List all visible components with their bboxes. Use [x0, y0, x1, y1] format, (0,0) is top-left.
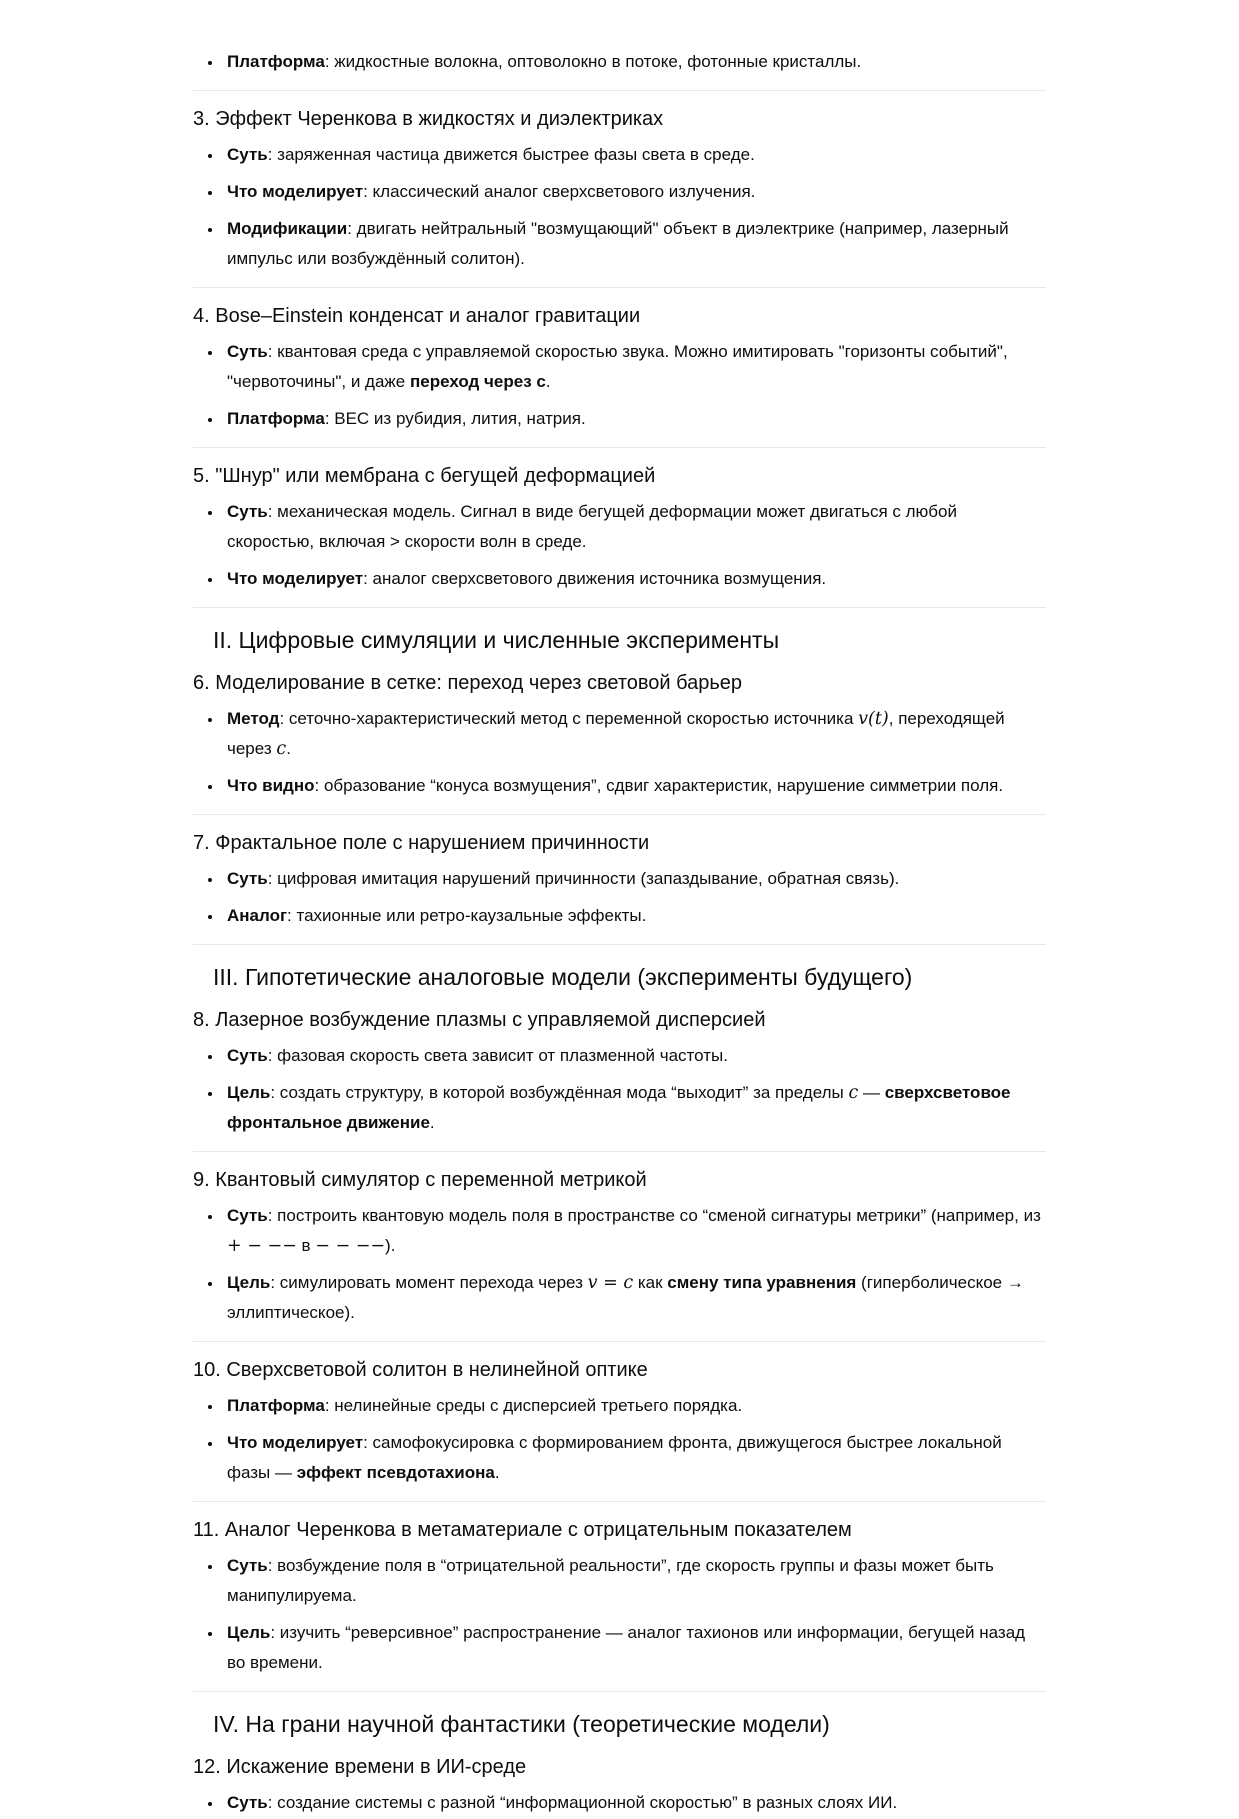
section-heading: III. Гипотетические аналоговые модели (эксперименты будущего) — [213, 964, 913, 990]
text: как — [633, 1273, 668, 1292]
text-bold: Метод — [227, 709, 280, 728]
text: . — [429, 1113, 435, 1132]
text: : двигать нейтральный "возмущающий" объект в диэлектрике (например, лазерный импульс или возбуждённый солитон). — [227, 219, 1009, 268]
text: : квантовая среда с управляемой скоростью звука. Можно имитировать "горизонты событий", "червоточины", и даже — [227, 342, 1008, 391]
bullet-list — [193, 864, 1046, 931]
text-bold: Суть — [227, 145, 268, 164]
section-divider — [193, 447, 1046, 448]
text-bold: Цель — [227, 1083, 271, 1102]
subsection-heading: 8. Лазерное возбуждение плазмы с управляемой дисперсией — [193, 1009, 766, 1031]
subsection-heading: 6. Моделирование в сетке: переход через световой барьер — [193, 672, 743, 694]
text-bold: Суть — [227, 869, 268, 888]
list-item — [223, 47, 1046, 77]
list-item — [223, 1041, 1046, 1071]
text: : цифровая имитация нарушений причинности (запаздывание, обратная связь). — [267, 869, 900, 888]
text: : построить квантовую модель поля в пространстве со “сменой сигнатуры метрики” (например, из — [267, 1206, 1041, 1225]
math-inline: − − −− — [315, 1236, 386, 1256]
text-bold: Платформа — [227, 409, 325, 428]
text-bold: Что видно — [227, 776, 315, 795]
section-divider — [193, 1151, 1046, 1152]
list-item — [223, 404, 1046, 434]
text: : тахионные или ретро-каузальные эффекты. — [287, 906, 647, 925]
text-bold: Модификации — [227, 219, 348, 238]
text: : нелинейные среды с дисперсией третьего порядка. — [324, 1396, 743, 1415]
text-bold: Суть — [227, 1556, 268, 1575]
section-divider — [193, 287, 1046, 288]
subsection-heading: 4. Bose–Einstein конденсат и аналог гравитации — [193, 305, 641, 327]
section-divider — [193, 1341, 1046, 1342]
math-inline: c — [848, 1083, 859, 1103]
text: . — [545, 372, 551, 391]
text: : аналог сверхсветового движения источника возмущения. — [363, 569, 827, 588]
list-item — [223, 1268, 1046, 1328]
text: , переходящей через — [227, 709, 1005, 758]
list-item — [223, 214, 1046, 274]
list-item — [223, 1788, 1046, 1818]
section-heading: II. Цифровые симуляции и численные эксперименты — [213, 627, 780, 653]
list-item — [223, 564, 1046, 594]
bullet-list — [193, 1551, 1046, 1678]
bullet-list — [193, 1788, 1046, 1818]
section-divider — [193, 1501, 1046, 1502]
text-bold: Аналог — [227, 906, 288, 925]
text: . — [494, 1463, 500, 1482]
section-divider — [193, 944, 1046, 945]
section-divider — [193, 814, 1046, 815]
text-bold: Что моделирует — [227, 1433, 364, 1452]
list-item — [223, 1551, 1046, 1611]
text: в — [296, 1236, 316, 1255]
list-item — [223, 771, 1046, 801]
text-bold: смену типа уравнения — [667, 1273, 857, 1292]
text-bold: Суть — [227, 1046, 268, 1065]
text: : BEC из рубидия, лития, натрия. — [324, 409, 586, 428]
bullet-list — [193, 47, 1046, 77]
subsection-heading: 3. Эффект Черенкова в жидкостях и диэлектриках — [193, 108, 664, 130]
text-bold: Суть — [227, 1206, 268, 1225]
text-bold: переход через с — [409, 372, 546, 391]
text-bold: Цель — [227, 1273, 271, 1292]
list-item — [223, 901, 1046, 931]
text-bold: Суть — [227, 502, 268, 521]
subsection-heading: 5. "Шнур" или мембрана с бегущей деформацией — [193, 465, 656, 487]
text-bold: Что моделирует — [227, 569, 364, 588]
section-divider — [193, 90, 1046, 91]
math-inline: v(t) — [858, 709, 889, 729]
text-bold: Платформа — [227, 52, 325, 71]
text-bold: Цель — [227, 1623, 271, 1642]
text: (гиперболическое → эллиптическое). — [227, 1273, 1024, 1322]
text: : создать структуру, в которой возбуждённая мода “выходит” за пределы — [270, 1083, 849, 1102]
text: : механическая модель. Сигнал в виде бегущей деформации может двигаться с любой скоростью, включая > скорости волн в среде. — [227, 502, 957, 551]
list-item — [223, 1428, 1046, 1488]
text: : сеточно-характеристический метод с переменной скоростью источника — [279, 709, 859, 728]
text: : создание системы с разной “информационной скоростью” в разных слоях ИИ. — [267, 1793, 898, 1812]
list-item — [223, 704, 1046, 764]
text: : самофокусировка с формированием фронта, движущегося быстрее локальной фазы — — [227, 1433, 1002, 1482]
bullet-list — [193, 704, 1046, 801]
text: : образование “конуса возмущения”, сдвиг характеристик, нарушение симметрии поля. — [314, 776, 1004, 795]
list-item — [223, 177, 1046, 207]
subsection-heading: 10. Сверхсветовой солитон в нелинейной оптике — [193, 1359, 648, 1381]
math-inline: c — [276, 739, 287, 759]
text-bold: Что моделирует — [227, 182, 364, 201]
text: ). — [385, 1236, 396, 1255]
bullet-list — [193, 1041, 1046, 1138]
subsection-heading: 12. Искажение времени в ИИ-среде — [193, 1756, 527, 1778]
text: : классический аналог сверхсветового излучения. — [363, 182, 756, 201]
section-divider — [193, 607, 1046, 608]
bullet-list — [193, 140, 1046, 274]
list-item — [223, 140, 1046, 170]
text: : фазовая скорость света зависит от плазменной частоты. — [267, 1046, 728, 1065]
text-bold: Суть — [227, 1793, 268, 1812]
list-item — [223, 1618, 1046, 1678]
math-inline: + − −− — [227, 1236, 297, 1256]
list-item — [223, 497, 1046, 557]
subsection-heading: 9. Квантовый симулятор с переменной метрикой — [193, 1169, 647, 1191]
text-bold: Суть — [227, 342, 268, 361]
text: : симулировать момент перехода через — [270, 1273, 588, 1292]
subsection-heading: 7. Фрактальное поле с нарушением причинности — [193, 832, 650, 854]
bullet-list — [193, 1201, 1046, 1328]
text: . — [286, 739, 291, 758]
list-item — [223, 337, 1046, 397]
text: — — [858, 1083, 885, 1102]
text-bold: Платформа — [227, 1396, 325, 1415]
text-bold: эффект псевдотахиона — [296, 1463, 495, 1482]
text: : изучить “реверсивное” распространение — аналог тахионов или информации, бегущей назад во времени. — [227, 1623, 1026, 1672]
text: : заряженная частица движется быстрее фазы света в среде. — [267, 145, 755, 164]
subsection-heading: 11. Аналог Черенкова в метаматериале с отрицательным показателем — [193, 1519, 852, 1541]
text: : возбуждение поля в “отрицательной реальности”, где скорость группы и фазы может быть манипулируема. — [227, 1556, 994, 1605]
text-bold: сверхсветовое фронтальное движение — [227, 1083, 1011, 1132]
bullet-list — [193, 497, 1046, 594]
math-inline: v = c — [587, 1273, 634, 1293]
section-heading: IV. На грани научной фантастики (теоретические модели) — [213, 1711, 830, 1737]
bullet-list — [193, 337, 1046, 434]
section-divider — [193, 1691, 1046, 1692]
list-item — [223, 864, 1046, 894]
bullet-list — [193, 1391, 1046, 1488]
text: : жидкостные волокна, оптоволокно в потоке, фотонные кристаллы. — [324, 52, 862, 71]
list-item — [223, 1078, 1046, 1138]
list-item — [223, 1391, 1046, 1421]
list-item — [223, 1201, 1046, 1261]
